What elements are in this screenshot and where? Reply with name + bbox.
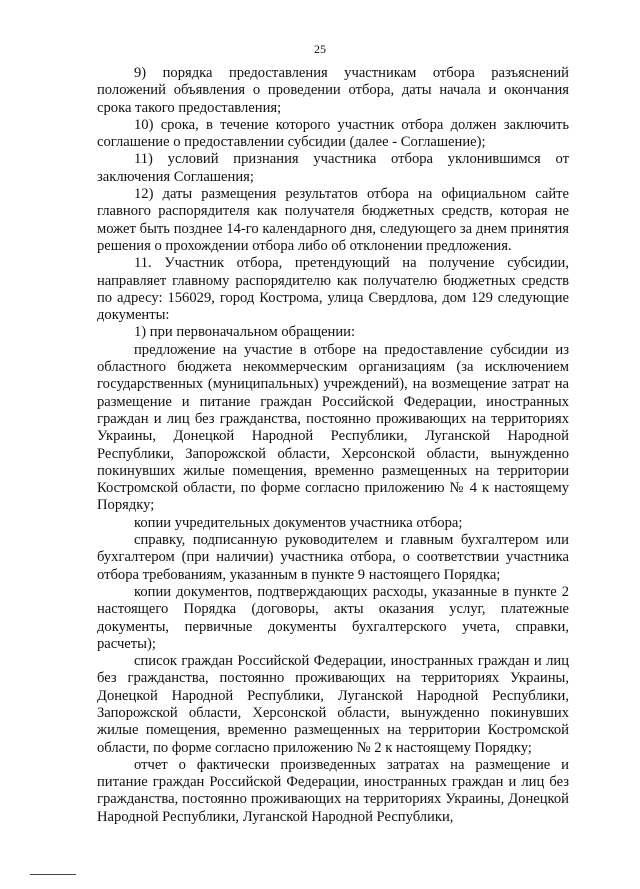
paragraph-expense-report: отчет о фактически произведенных затратах на размещение и питание граждан Российской Федерации, иностранных граждан и лиц без гражданства, постоянно проживающих на территориях Украины, Донецкой Народной Республики, Луганской Народной Республики, [97, 756, 569, 825]
document-body [97, 65, 569, 826]
paragraph-item-9: 9) порядка предоставления участникам отбора разъяснений положений объявления о проведении отбора, даты начала и окончания срока такого предоставления; [97, 65, 569, 116]
paragraph-expense-documents: копии документов, подтверждающих расходы, указанные в пункте 2 настоящего Порядка (договоры, акты оказания услуг, платежные документы, первичные документы бухгалтерского учета, справки, расчеты); [97, 583, 569, 652]
paragraph-certificate: справку, подписанную руководителем и главным бухгалтером или бухгалтером (при наличии) участника отбора, о соответствии участника отбора требованиям, указанным в пункте 9 настоящего Порядка; [97, 532, 569, 583]
paragraph-item-10: 10) срока, в течение которого участник отбора должен заключить соглашение о предоставлении субсидии (далее - Соглашение); [97, 116, 569, 151]
paragraph-item-12: 12) даты размещения результатов отбора на официальном сайте главного распорядителя как получателя бюджетных средств, которая не может быть позднее 14-го календарного дня, следующего за днем принятия решения о прохождении отбора либо об отклонении предложения. [97, 186, 569, 254]
page-number: 25 [314, 42, 326, 56]
paragraph-subitem-1: 1) при первоначальном обращении: [134, 324, 356, 341]
footer-divider [30, 874, 76, 875]
paragraph-proposal: предложение на участие в отборе на предоставление субсидии из областного бюджета некоммерческим организациям (за исключением государственных (муниципальных) учреждений), на возмещение затрат на размещение и питание граждан Российской Федерации, иностранных граждан и лиц без гражданства, постоянно проживающих на территориях Украины, Донецкой Народной Республики, Луганской Народной Республики, Запорожской области, Херсонской области, вынужденно покинувших жилые помещения, временно размещенных на территории Костромской области, по форме согласно приложению № 4 к настоящему Порядку; [97, 341, 569, 514]
paragraph-citizens-list: список граждан Российской Федерации, иностранных граждан и лиц без гражданства, постоянно проживающих на территориях Украины, Донецкой Народной Республики, Луганской Народной Республики, Запорожской области, Херсонской области, вынужденно покинувших жилые помещения, временно размещенных на территории Костромской области, по форме согласно приложению № 2 к настоящему Порядку; [97, 653, 569, 756]
paragraph-item-11: 11) условий признания участника отбора уклонившимся от заключения Соглашения; [97, 151, 569, 185]
paragraph-founding-documents: копии учредительных документов участника отбора; [134, 514, 463, 531]
paragraph-section-11: 11. Участник отбора, претендующий на получение субсидии, направляет главному распорядителю как получателю бюджетных средств по адресу: 156029, город Кострома, улица Свердлова, дом 129 следующие документы: [97, 255, 569, 324]
